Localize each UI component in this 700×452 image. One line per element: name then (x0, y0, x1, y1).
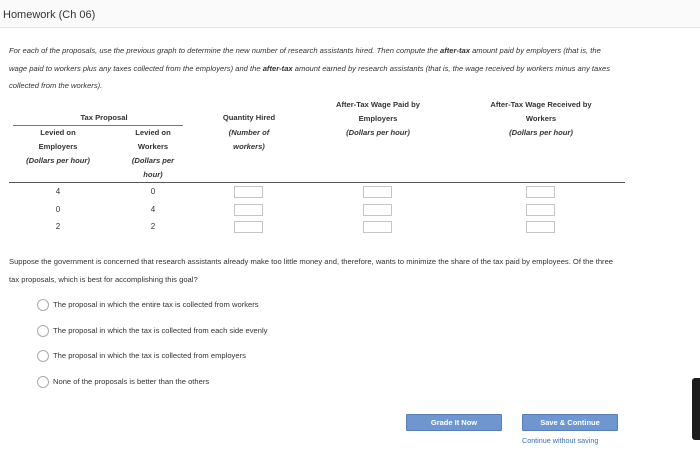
header-levied-workers-l2: Workers (137, 142, 169, 151)
header-received-l1: After-Tax Wage Received by (490, 100, 592, 109)
radio-button[interactable] (37, 376, 49, 388)
row1-workers: 0 (150, 187, 156, 196)
option-label: The proposal in which the entire tax is collected from workers (53, 300, 259, 309)
row2-employers: 0 (55, 205, 61, 214)
header-levied-workers-l1: Levied on (135, 128, 171, 137)
row2-workers: 4 (150, 205, 156, 214)
header-bar (0, 0, 700, 28)
header-tax-proposal: Tax Proposal (80, 113, 128, 122)
row1-paid-input[interactable] (363, 186, 392, 198)
row3-workers: 2 (150, 222, 156, 231)
row3-employers: 2 (55, 222, 61, 231)
header-quantity-l1: Quantity Hired (222, 113, 276, 122)
option-label: The proposal in which the tax is collected from employers (53, 351, 246, 360)
question-text: Suppose the government is concerned that research assistants already make too little money and, therefore, wants to minimize the share of the tax paid by employees. Of the three tax proposals, which is best for accomplishing this goal? (9, 257, 614, 284)
window-edge (692, 378, 700, 440)
option-label: None of the proposals is better than the others (53, 377, 210, 386)
instructions-bold1: after-tax (439, 46, 470, 55)
header-paid-l2: Employers (358, 114, 398, 123)
header-received-l2: Workers (525, 114, 557, 123)
instructions-text (9, 42, 619, 95)
row2-quantity-input[interactable] (234, 204, 263, 216)
option-label: The proposal in which the tax is collected from each side evenly (53, 326, 268, 335)
header-paid-l3: (Dollars per hour) (346, 128, 410, 137)
row1-employers: 4 (55, 187, 61, 196)
header-received-l3: (Dollars per hour) (509, 128, 573, 137)
header-levied-employers-l1: Levied on (40, 128, 76, 137)
row1-received-input[interactable] (526, 186, 555, 198)
header-levied-workers-l3: (Dollars per (131, 156, 175, 165)
header-levied-workers-l4: hour) (143, 170, 163, 179)
header-quantity-l3: workers) (233, 142, 265, 151)
row3-received-input[interactable] (526, 221, 555, 233)
radio-button[interactable] (37, 299, 49, 311)
row2-paid-input[interactable] (363, 204, 392, 216)
instructions-part2: amount paid by employers (that is, the wage paid to workers plus any taxes collected from the employers) and the (9, 46, 601, 73)
instructions-part1: For each of the proposals, use the previous graph to determine the new number of research assistants hired. Then compute the (9, 46, 440, 55)
grade-it-now-button[interactable]: Grade It Now (406, 414, 502, 431)
table-header-rule (9, 182, 625, 183)
instructions-part3: amount earned by research assistants (that is, the wage received by workers minus any taxes collected from the workers). (9, 63, 611, 90)
continue-without-saving-link[interactable]: Continue without saving (522, 436, 599, 445)
save-continue-button[interactable]: Save & Continue (522, 414, 618, 431)
header-levied-employers-l2: Employers (38, 142, 78, 151)
row2-received-input[interactable] (526, 204, 555, 216)
header-paid-l1: After-Tax Wage Paid by (336, 100, 420, 109)
radio-button[interactable] (37, 325, 49, 337)
instructions-bold2: after-tax (262, 63, 293, 73)
row1-quantity-input[interactable] (234, 186, 263, 198)
row3-quantity-input[interactable] (234, 221, 263, 233)
header-levied-employers-l3: (Dollars per hour) (26, 156, 90, 165)
page-title: Homework (Ch 06) (3, 9, 96, 21)
radio-button[interactable] (37, 350, 49, 362)
row3-paid-input[interactable] (363, 221, 392, 233)
header-quantity-l2: (Number of (228, 128, 270, 137)
